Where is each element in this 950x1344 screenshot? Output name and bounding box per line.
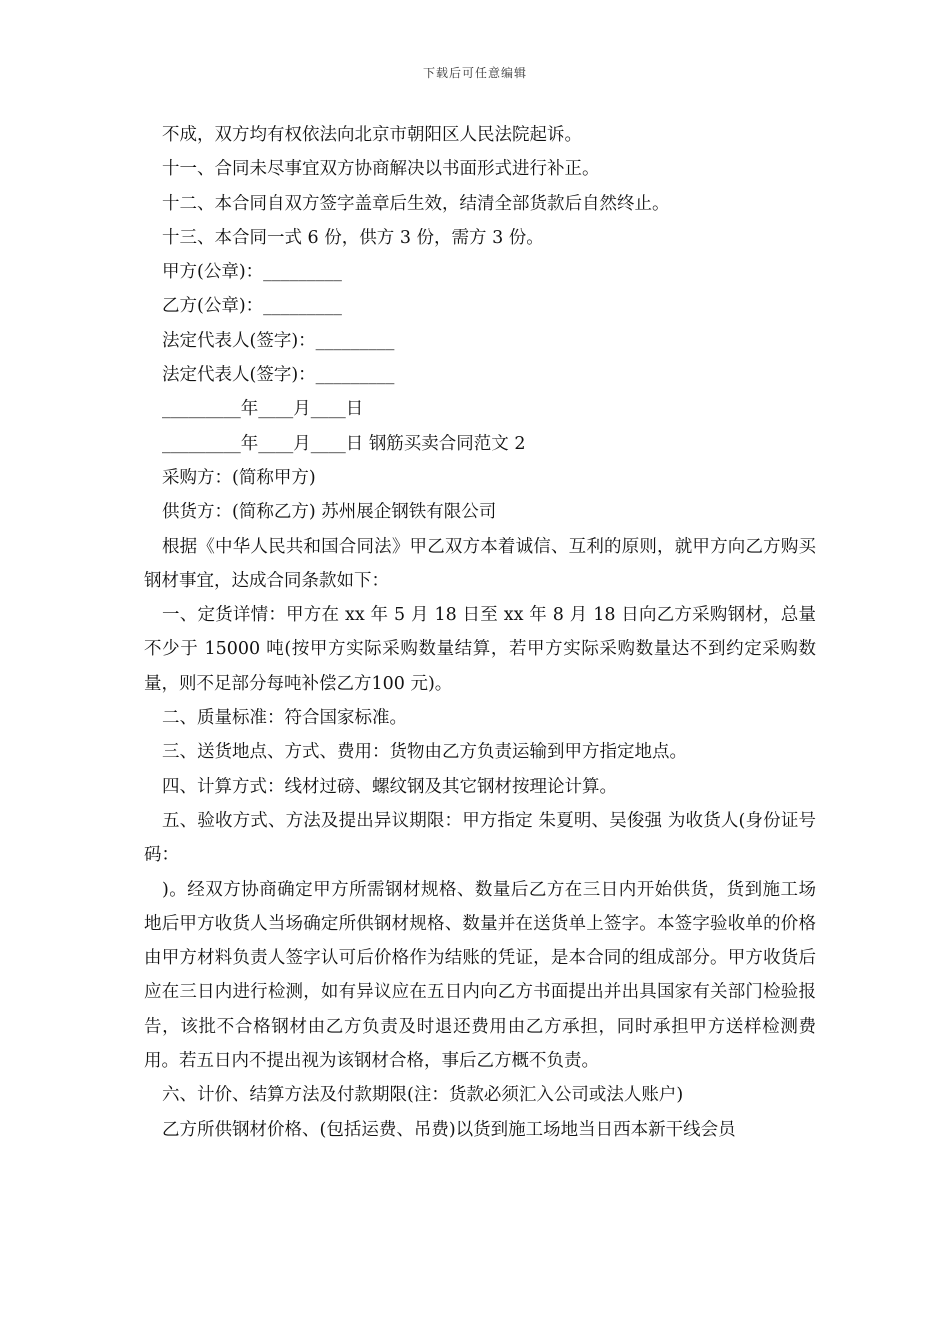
signature-line: 甲方(公章)：_________ bbox=[162, 262, 342, 283]
paragraph: 乙方所供钢材价格、(包括运费、吊费)以货到施工场地当日西本新干线会员 bbox=[162, 1119, 736, 1140]
clause: 三、送货地点、方式、费用：货物由乙方负责运输到甲方指定地点。 bbox=[162, 742, 687, 763]
paragraph: 十一、合同未尽事宜双方协商解决以书面形式进行补正。 bbox=[162, 159, 600, 180]
clause: 二、质量标准：符合国家标准。 bbox=[162, 708, 407, 729]
signature-line: 法定代表人(签字)：_________ bbox=[162, 330, 395, 351]
signature-line: 法定代表人(签字)：_________ bbox=[162, 365, 395, 386]
clause: 五、验收方式、方法及提出异议期限：甲方指定 朱夏明、吴俊强 为收货人(身份证号码： bbox=[144, 810, 816, 866]
clause: 四、计算方式：线材过磅、螺纹钢及其它钢材按理论计算。 bbox=[162, 776, 617, 797]
signature-line: 乙方(公章)：_________ bbox=[162, 296, 342, 317]
paragraph: )。经双方协商确定甲方所需钢材规格、数量后乙方在三日内开始供货，货到施工场地后甲方收货人当场确定所供钢材规格、数量并在送货单上签字。本签字验收单的价格由甲方材料负责人签字认可后价格作为结账的凭证，是本合同的组成部分。甲方收货后应在三日内进行检测，如有异议应在五日内向乙方书面提出并出具国家有关部门检验报告，该批不合格钢材由乙方负责及时退还费用由乙方承担，同时承担甲方送样检测费用。若五日内不提出视为该钢材合格，事后乙方概不负责。 bbox=[144, 879, 816, 1072]
party-line: 采购方：(简称甲方) bbox=[162, 467, 316, 488]
page-header: 下载后可任意编辑 bbox=[422, 66, 527, 80]
paragraph: 不成，双方均有权依法向北京市朝阳区人民法院起诉。 bbox=[162, 125, 582, 145]
document-body bbox=[144, 118, 816, 1147]
date-line-with-title: _________年____月____日 钢筋买卖合同范文 2 bbox=[162, 433, 526, 454]
clause: 一、定货详情：甲方在 xx 年 5 月 18 日至 xx 年 8 月 18 日向乙方采购钢材，总量不少于 15000 吨(按甲方实际采购数量结算，若甲方实际采购数量达不到约定采购数量，则不足部分每吨补偿乙方100 元)。 bbox=[144, 605, 816, 694]
party-line: 供货方：(简称乙方) 苏州展企钢铁有限公司 bbox=[162, 502, 497, 523]
date-line: _________年____月____日 bbox=[162, 399, 364, 420]
paragraph: 根据《中华人民共和国合同法》甲乙双方本着诚信、互利的原则，就甲方向乙方购买钢材事宜，达成合同条款如下： bbox=[144, 536, 816, 591]
paragraph: 十二、本合同自双方签字盖章后生效，结清全部货款后自然终止。 bbox=[162, 193, 670, 214]
paragraph: 十三、本合同一式 6 份，供方 3 份，需方 3 份。 bbox=[162, 227, 544, 248]
clause: 六、计价、结算方法及付款期限(注：货款必须汇入公司或法人账户) bbox=[162, 1085, 684, 1106]
